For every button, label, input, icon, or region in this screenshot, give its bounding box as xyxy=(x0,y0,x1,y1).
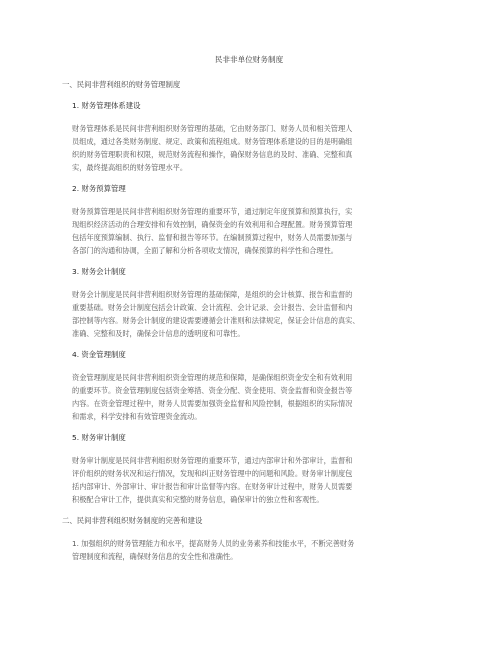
paragraph-line: 1. 加强组织的财务管理能力和水平，提高财务人员的业务素养和技能水平，不断完善财务 xyxy=(72,539,355,548)
paragraph-line: 管理制度和流程，确保财务信息的安全性和准确性。 xyxy=(72,552,238,561)
paragraph-line: 重要基础。财务会计制度包括会计政策、会计流程、会计记录、会计报告、会计监督和内 xyxy=(72,303,353,312)
paragraph-line: 和需求，科学安排和有效管理资金流动。 xyxy=(72,412,202,421)
paragraph-line: 各部门的沟通和协调，全面了解和分析各项收支情况，确保预算的科学性和合理性。 xyxy=(72,246,338,255)
paragraph-line: 实，最终提高组织的财务管理水平。 xyxy=(72,163,188,172)
paragraph-line: 准确、完整和及时，确保会计信息的透明度和可靠性。 xyxy=(72,329,245,338)
paragraph-line: 括内部审计、外部审计、审计报告和审计监督等内容。在财务审计过程中，财务人员需要 xyxy=(72,482,353,491)
paragraph-line: 财务管理体系是民间非营利组织财务管理的基础，它由财务部门、财务人员和相关管理人 xyxy=(72,124,353,133)
paragraph-line: 织的财务管理职责和权限，规范财务流程和操作，确保财务信息的及时、准确、完整和真 xyxy=(72,150,353,159)
paragraph-4 xyxy=(72,371,436,423)
paragraph-6 xyxy=(72,537,436,563)
paragraph-line: 员组成，通过各类财务制度、规定、政策和流程组成。财务管理体系建设的目的是明确组 xyxy=(72,137,353,146)
paragraph-line: 财务会计制度是民间非营利组织财务管理的基础保障，是组织的会计核算、报告和监督的 xyxy=(72,290,353,299)
paragraph-5 xyxy=(72,454,436,506)
paragraph-2 xyxy=(72,205,436,257)
sub-heading-1: 1. 财务管理体系建设 xyxy=(72,101,141,110)
section-1 xyxy=(62,80,436,506)
paragraph-line: 积极配合审计工作，提供真实和完整的财务信息，确保审计的独立性和客观性。 xyxy=(72,495,324,504)
paragraph-line: 财务预算管理是民间非营利组织财务管理的重要环节，通过制定年度预算和预算执行，实 xyxy=(72,207,353,216)
section-heading: 一、民间非营利组织的财务管理制度 xyxy=(62,80,181,89)
sub-heading-3: 3. 财务会计制度 xyxy=(72,267,126,276)
paragraph-line: 资金管理制度是民间非营利组织资金管理的规范和保障，是确保组织资金安全和有效利用 xyxy=(72,373,353,382)
paragraph-1 xyxy=(72,122,436,174)
paragraph-line: 的重要环节。资金管理制度包括资金筹措、资金分配、资金使用、资金监督和资金报告等 xyxy=(72,386,353,395)
paragraph-3 xyxy=(72,288,436,340)
section-2 xyxy=(62,516,436,563)
sub-heading-2: 2. 财务预算管理 xyxy=(72,184,126,193)
paragraph-line: 部控制等内容。财务会计制度的建设需要遵循会计准则和法律规定，保证会计信息的真实、 xyxy=(72,316,360,325)
sub-heading-4: 4. 资金管理制度 xyxy=(72,350,126,359)
paragraph-line: 评价组织的财务状况和运行情况，发现和纠正财务管理中的问题和风险。财务审计制度包 xyxy=(72,469,353,478)
paragraph-line: 包括年度预算编制、执行、监督和报告等环节。在编制预算过程中，财务人员需要加强与 xyxy=(72,233,353,242)
paragraph-line: 财务审计制度是民间非营利组织财务管理的重要环节，通过内部审计和外部审计，监督和 xyxy=(72,456,353,465)
paragraph-line: 内容。在资金管理过程中，财务人员需要加强资金监督和风险控制，根据组织的实际情况 xyxy=(72,399,353,408)
sub-heading-5: 5. 财务审计制度 xyxy=(72,433,126,442)
section-heading: 二、民间非营利组织财务制度的完善和建设 xyxy=(62,516,203,525)
paragraph-line: 现组织经济活动的合理安排和有效控制，确保资金的有效利用和合理配置。财务预算管理 xyxy=(72,220,353,229)
document-title: 民非非单位财务制度 xyxy=(214,55,284,64)
